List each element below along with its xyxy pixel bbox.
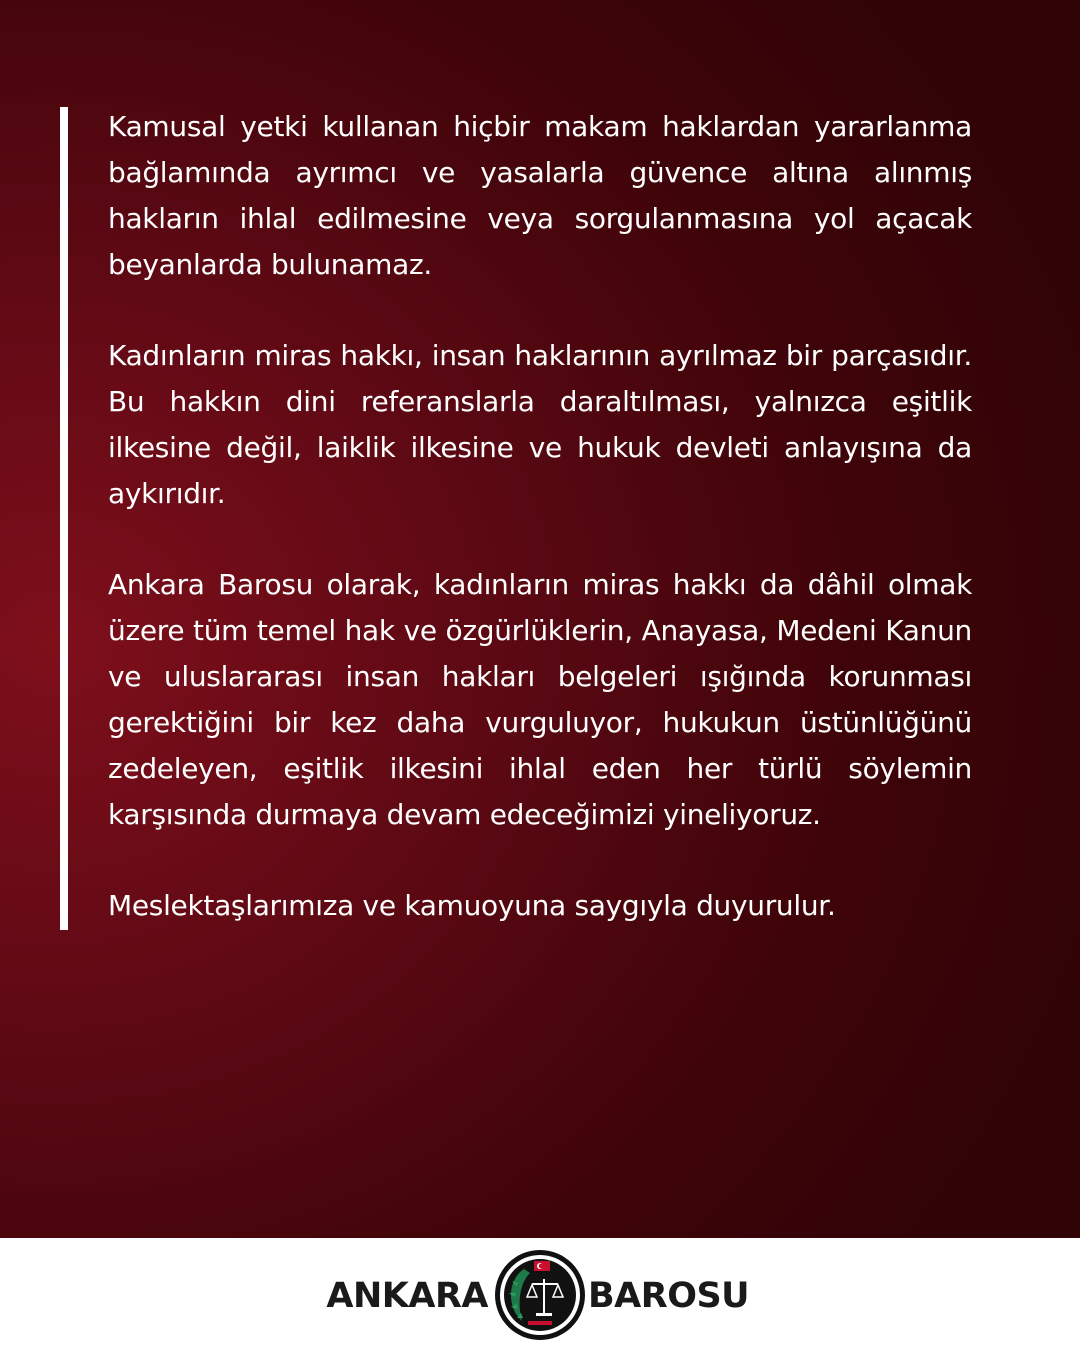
statement-paragraph-1: Kamusal yetki kullanan hiçbir makam haklardan yararlanma bağlamında ayrımcı ve yasalarla güvence altına alınmış hakların ihlal edilmesine veya sorgulanmasına yol açacak beyanlarda bulunamaz.: [108, 110, 972, 281]
statement-text: [108, 104, 972, 929]
statement-paragraph-3: Ankara Barosu olarak, kadınların miras hakkı da dâhil olmak üzere tüm temel hak ve özgürlüklerin, Anayasa, Medeni Kanun ve uluslararası insan hakları belgeleri ışığında korunması gerektiğini bir kez daha vurguluyor, hukukun üstünlüğünü zedeleyen, eşitlik ilkesini ihlal eden her türlü söylemin karşısında durmaya devam edeceğimizi yineliyoruz.: [108, 568, 972, 831]
brand-name-left: ANKARA: [326, 1276, 488, 1316]
statement-paragraph-2: Kadınların miras hakkı, insan haklarının ayrılmaz bir parçasıdır. Bu hakkın dini referanslarla daraltılması, yalnızca eşitlik ilkesine değil, laiklik ilkesine ve hukuk devleti anlayışına da aykırıdır.: [108, 339, 972, 510]
accent-bar: [60, 107, 68, 930]
brand-name-right: BAROSU: [588, 1276, 750, 1316]
ankara-bar-emblem-icon: [494, 1249, 586, 1341]
statement-paragraph-4: Meslektaşlarımıza ve kamuoyuna saygıyla duyurulur.: [108, 889, 836, 922]
